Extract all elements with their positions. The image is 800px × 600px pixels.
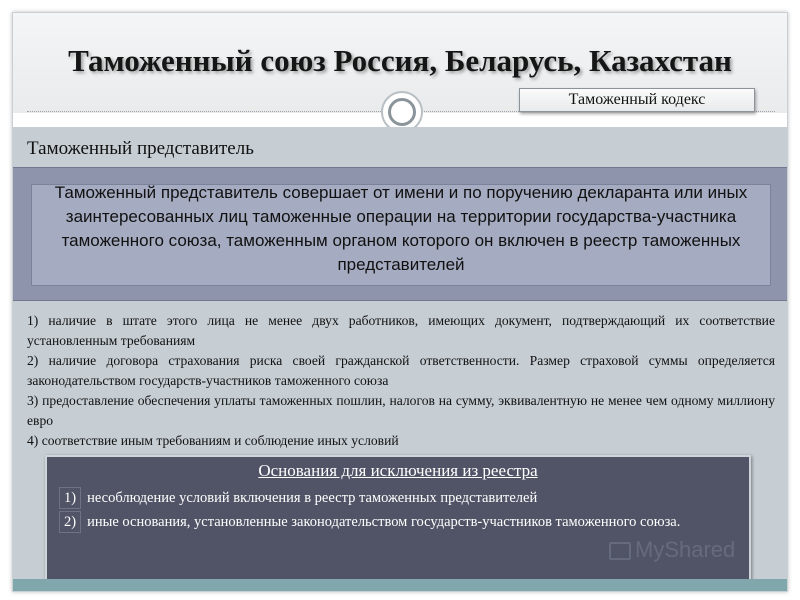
item-text: несоблюдение условий включения в реестр таможенных представителей	[87, 490, 538, 506]
customs-code-badge: Таможенный кодекс	[519, 88, 755, 112]
presentation-icon	[609, 542, 631, 560]
slide-title: Таможенный союз Россия, Беларусь, Казахстан	[68, 43, 732, 78]
list-item	[59, 511, 739, 533]
slide	[12, 12, 788, 592]
list-item: 3) предоставление обеспечения уплаты таможенных пошлин, налогов на сумму, эквивалентную не менее чем одному миллиону евро	[27, 393, 775, 428]
item-number: 1)	[59, 487, 81, 509]
requirements-list	[27, 311, 775, 451]
section-heading: Таможенный представитель	[27, 138, 254, 159]
item-text: иные основания, установленные законодательством государств-участников таможенного союза.	[87, 514, 681, 530]
definition-text: Таможенный представитель совершает от имени и по поручению декларанта или иных заинтересованных лиц таможенные операции на территории государства-участника таможенного союза, таможенным органом которого он включен в реестр таможенных представителей	[54, 183, 748, 274]
exclusion-title: Основания для исключения из реестра	[258, 461, 538, 480]
list-item: 4) соответствие иным требованиям и соблюдение иных условий	[27, 433, 399, 448]
bottom-strip	[13, 579, 787, 592]
watermark-text: MyShared	[635, 537, 736, 562]
list-item: 1) наличие в штате этого лица не менее двух работников, имеющих документ, подтверждающий их соответствие установленным требованиям	[27, 313, 775, 348]
list-item	[59, 487, 739, 509]
watermark	[609, 537, 735, 563]
item-number: 2)	[59, 511, 81, 533]
list-item: 2) наличие договора страхования риска своей гражданской ответственности. Размер страховой суммы определяется законодательством государств-участников таможенного союза	[27, 353, 775, 388]
